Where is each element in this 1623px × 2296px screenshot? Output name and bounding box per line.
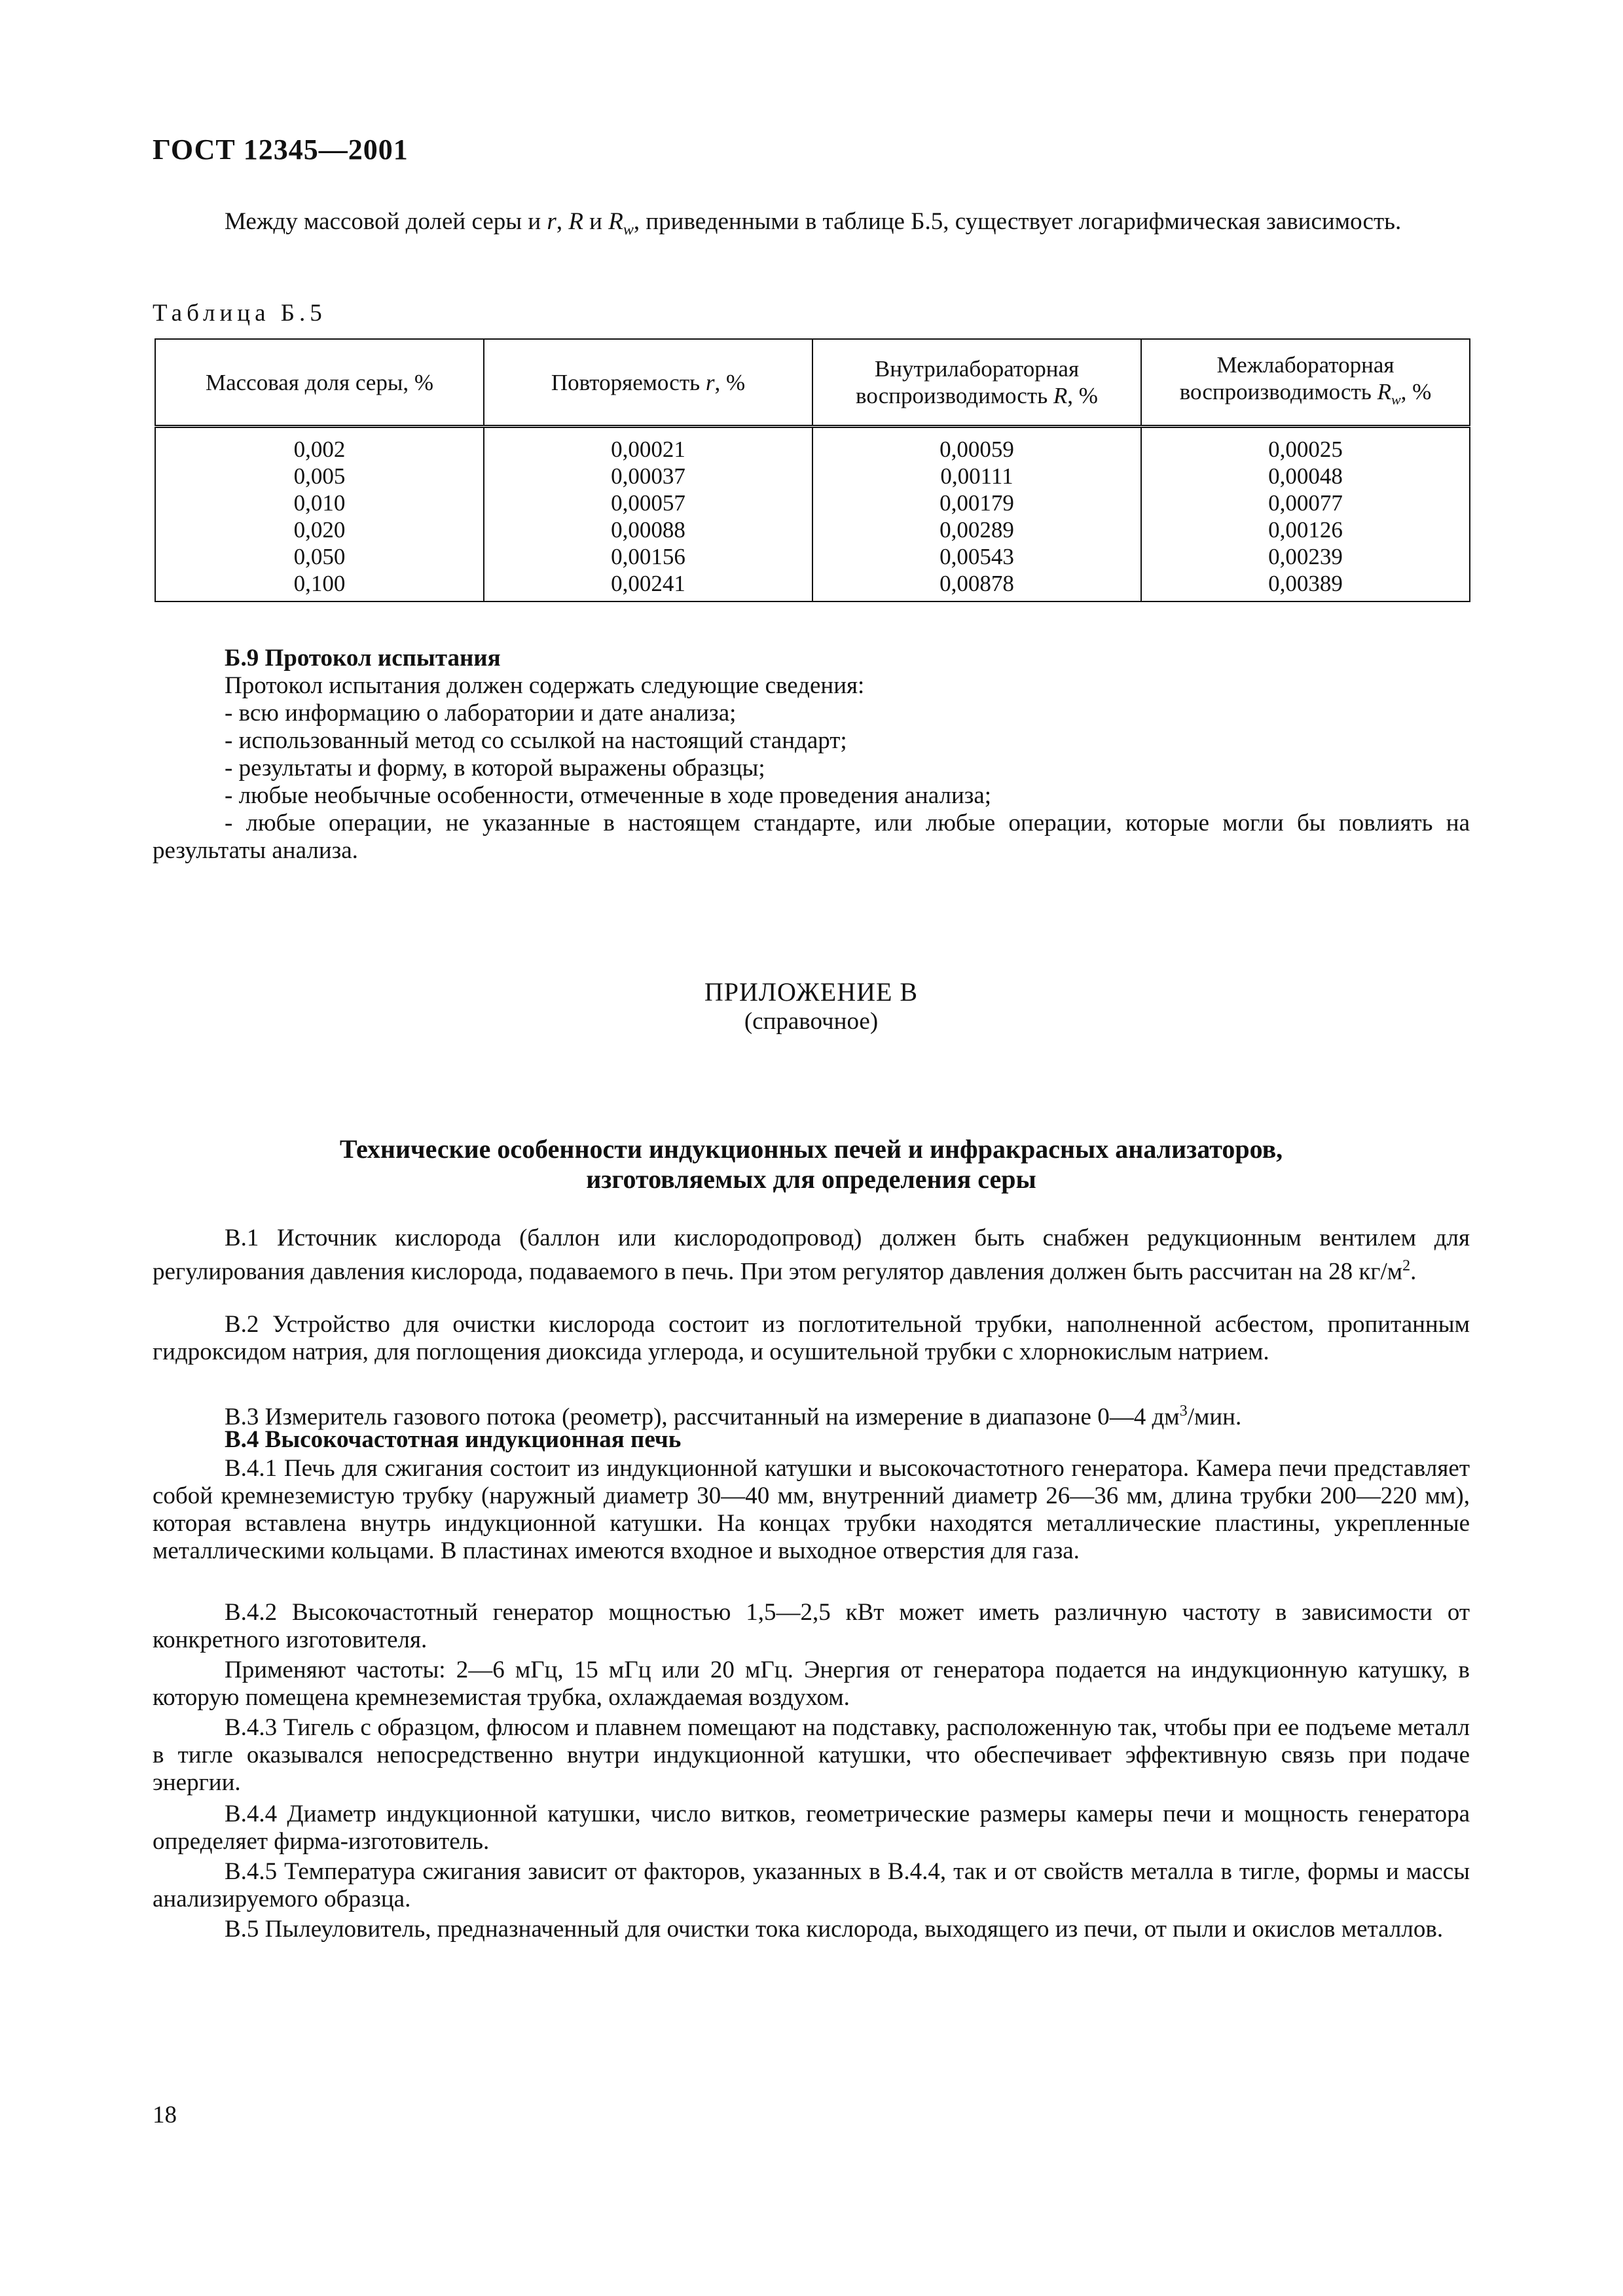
table-cell: 0,00239 <box>1141 543 1470 570</box>
col2-var: r <box>705 369 715 395</box>
table-cell: 0,00037 <box>484 463 812 490</box>
col3-unit: , % <box>1067 383 1098 408</box>
table-cell: 0,050 <box>155 543 484 570</box>
table-cell: 0,00543 <box>812 543 1141 570</box>
table-cell: 0,00126 <box>1141 516 1470 543</box>
section-b9-lead: Протокол испытания должен содержать следующие сведения: <box>225 672 865 699</box>
col1-label: Массовая доля серы, % <box>205 369 433 395</box>
col-header-intralab-reproducibility <box>812 339 1141 427</box>
page-number: 18 <box>153 2102 177 2128</box>
v1-end: . <box>1410 1258 1417 1285</box>
appendix-heading-line2: изготовляемых для определения серы <box>586 1164 1036 1194</box>
list-item: - любые необычные особенности, отмеченные в ходе проведения анализа; <box>225 782 992 809</box>
table-cell: 0,00878 <box>812 570 1141 601</box>
table-row <box>155 463 1470 490</box>
table-cell: 0,010 <box>155 490 484 516</box>
table-cell: 0,00048 <box>1141 463 1470 490</box>
section-b9-heading: Б.9 Протокол испытания <box>225 645 501 672</box>
table-caption: Таблица Б.5 <box>153 300 327 327</box>
var-R: R <box>568 208 583 235</box>
col2-unit: , % <box>714 369 746 395</box>
paragraph-v42: В.4.2 Высокочастотный генератор мощностью 1,5—2,5 кВт может иметь различную частоту в зависимости от конкретного изготовителя. <box>153 1599 1470 1653</box>
intro-comma: , <box>556 208 569 235</box>
table-header-row <box>155 339 1470 427</box>
v1-superscript: 2 <box>1402 1257 1411 1274</box>
col-header-repeatability <box>484 339 812 427</box>
table-row <box>155 490 1470 516</box>
v3-end: /мин. <box>1187 1403 1242 1431</box>
paragraph-v5: В.5 Пылеуловитель, предназначенный для очистки тока кислорода, выходящего из печи, от пыли и окислов металлов. <box>225 1916 1444 1943</box>
paragraph-v41: В.4.1 Печь для сжигания состоит из индукционной катушки и высокочастотного генератора. Камера печи представляет собой кремнеземистую трубку (наружный диаметр 30—40 мм, внутренний диаметр 26—36 мм, длина трубки 200—220 мм), которая вставлена внутрь индукционной катушки. На концах трубки находятся металлические пластины, укрепленные металлическими кольцами. В пластинах имеются входное и выходное отверстия для газа. <box>153 1455 1470 1564</box>
document-code-header: ГОСТ 12345—2001 <box>153 134 409 166</box>
section-v4-heading: В.4 Высокочастотная индукционная печь <box>225 1426 682 1453</box>
intro-text-2: , приведенными в таблице Б.5, существует логарифмическая зависимость. <box>633 208 1402 235</box>
appendix-subtitle: (справочное) <box>744 1008 879 1035</box>
table-row <box>155 516 1470 543</box>
table-row <box>155 427 1470 463</box>
table-cell: 0,100 <box>155 570 484 601</box>
intro-paragraph <box>153 208 1470 243</box>
list-item: - любые операции, не указанные в настоящем стандарте, или любые операции, которые могли бы повлиять на результаты анализа. <box>153 810 1470 864</box>
appendix-title: ПРИЛОЖЕНИЕ В <box>704 977 919 1007</box>
intro-text-1: Между массовой долей серы и <box>225 208 547 235</box>
col2-label: Повторяемость <box>551 369 706 395</box>
col-header-interlab-reproducibility <box>1141 339 1470 427</box>
v3-superscript: 3 <box>1179 1403 1188 1420</box>
list-item: - всю информацию о лаборатории и дате анализа; <box>225 700 737 726</box>
col3-label: воспроизводимость <box>856 383 1053 408</box>
table-row <box>155 543 1470 570</box>
col4-line1: Межлабораторная <box>1216 352 1395 378</box>
table-cell: 0,00025 <box>1141 427 1470 463</box>
paragraph-v42b: Применяют частоты: 2—6 мГц, 15 мГц или 20 мГц. Энергия от генератора подается на индукционную катушку, в которую помещена кремнеземистая трубка, охлаждаемая воздухом. <box>153 1657 1470 1711</box>
table-cell: 0,00156 <box>484 543 812 570</box>
intro-and: и <box>583 208 609 235</box>
var-r: r <box>547 208 556 235</box>
table-cell: 0,002 <box>155 427 484 463</box>
table-cell: 0,00021 <box>484 427 812 463</box>
col3-var: R <box>1053 383 1068 408</box>
col4-var: R <box>1377 379 1391 404</box>
v1-text: В.1 Источник кислорода (баллон или кислородопровод) должен быть снабжен редукционным вентилем для регулирования давления кислорода, подаваемого в печь. При этом регулятор давления должен быть рассчитан на 28 кг/м <box>153 1225 1470 1285</box>
var-Rw: R <box>608 208 623 235</box>
list-item: - использованный метод со ссылкой на настоящий стандарт; <box>225 727 847 754</box>
col4-label: воспроизводимость <box>1179 379 1377 404</box>
table-cell: 0,00111 <box>812 463 1141 490</box>
table-row <box>155 570 1470 601</box>
table-cell: 0,005 <box>155 463 484 490</box>
table-cell: 0,00289 <box>812 516 1141 543</box>
v3-text: В.3 Измеритель газового потока (реометр), рассчитанный на измерение в диапазоне 0—4 дм <box>225 1403 1180 1431</box>
col3-line1: Внутрилабораторная <box>874 356 1080 382</box>
appendix-heading-line1: Технические особенности индукционных печей и инфракрасных анализаторов, <box>339 1134 1283 1164</box>
table-cell: 0,00057 <box>484 490 812 516</box>
table-cell: 0,00059 <box>812 427 1141 463</box>
table-cell: 0,00179 <box>812 490 1141 516</box>
table-cell: 0,00077 <box>1141 490 1470 516</box>
paragraph-v44: В.4.4 Диаметр индукционной катушки, число витков, геометрические размеры камеры печи и мощность генератора определяет фирма-изготовитель. <box>153 1801 1470 1855</box>
table-cell: 0,00389 <box>1141 570 1470 601</box>
table-cell: 0,00241 <box>484 570 812 601</box>
paragraph-v45: В.4.5 Температура сжигания зависит от факторов, указанных в В.4.4, так и от свойств металла в тигле, формы и массы анализируемого образца. <box>153 1858 1470 1912</box>
table-cell: 0,020 <box>155 516 484 543</box>
col-header-mass-fraction <box>155 339 484 427</box>
paragraph-v2: В.2 Устройство для очистки кислорода состоит из поглотительной трубки, наполненной асбестом, пропитанным гидроксидом натрия, для поглощения диоксида углерода, и осушительной трубки с хлорнокислым натрием. <box>153 1311 1470 1365</box>
table-cell: 0,00088 <box>484 516 812 543</box>
paragraph-v1 <box>153 1225 1470 1285</box>
col4-unit: , % <box>1400 379 1432 404</box>
var-Rw-subscript: w <box>623 221 634 239</box>
col4-var-subscript: w <box>1391 391 1401 408</box>
paragraph-v43: В.4.3 Тигель с образцом, флюсом и плавнем помещают на подставку, расположенную так, чтобы при ее подъеме металл в тигле оказывался непосредственно внутри индукционной катушки, что обеспечивает эффективную связь при подаче энергии. <box>153 1714 1470 1796</box>
list-item: - результаты и форму, в которой выражены образцы; <box>225 755 765 781</box>
sulfur-precision-table <box>155 338 1470 602</box>
